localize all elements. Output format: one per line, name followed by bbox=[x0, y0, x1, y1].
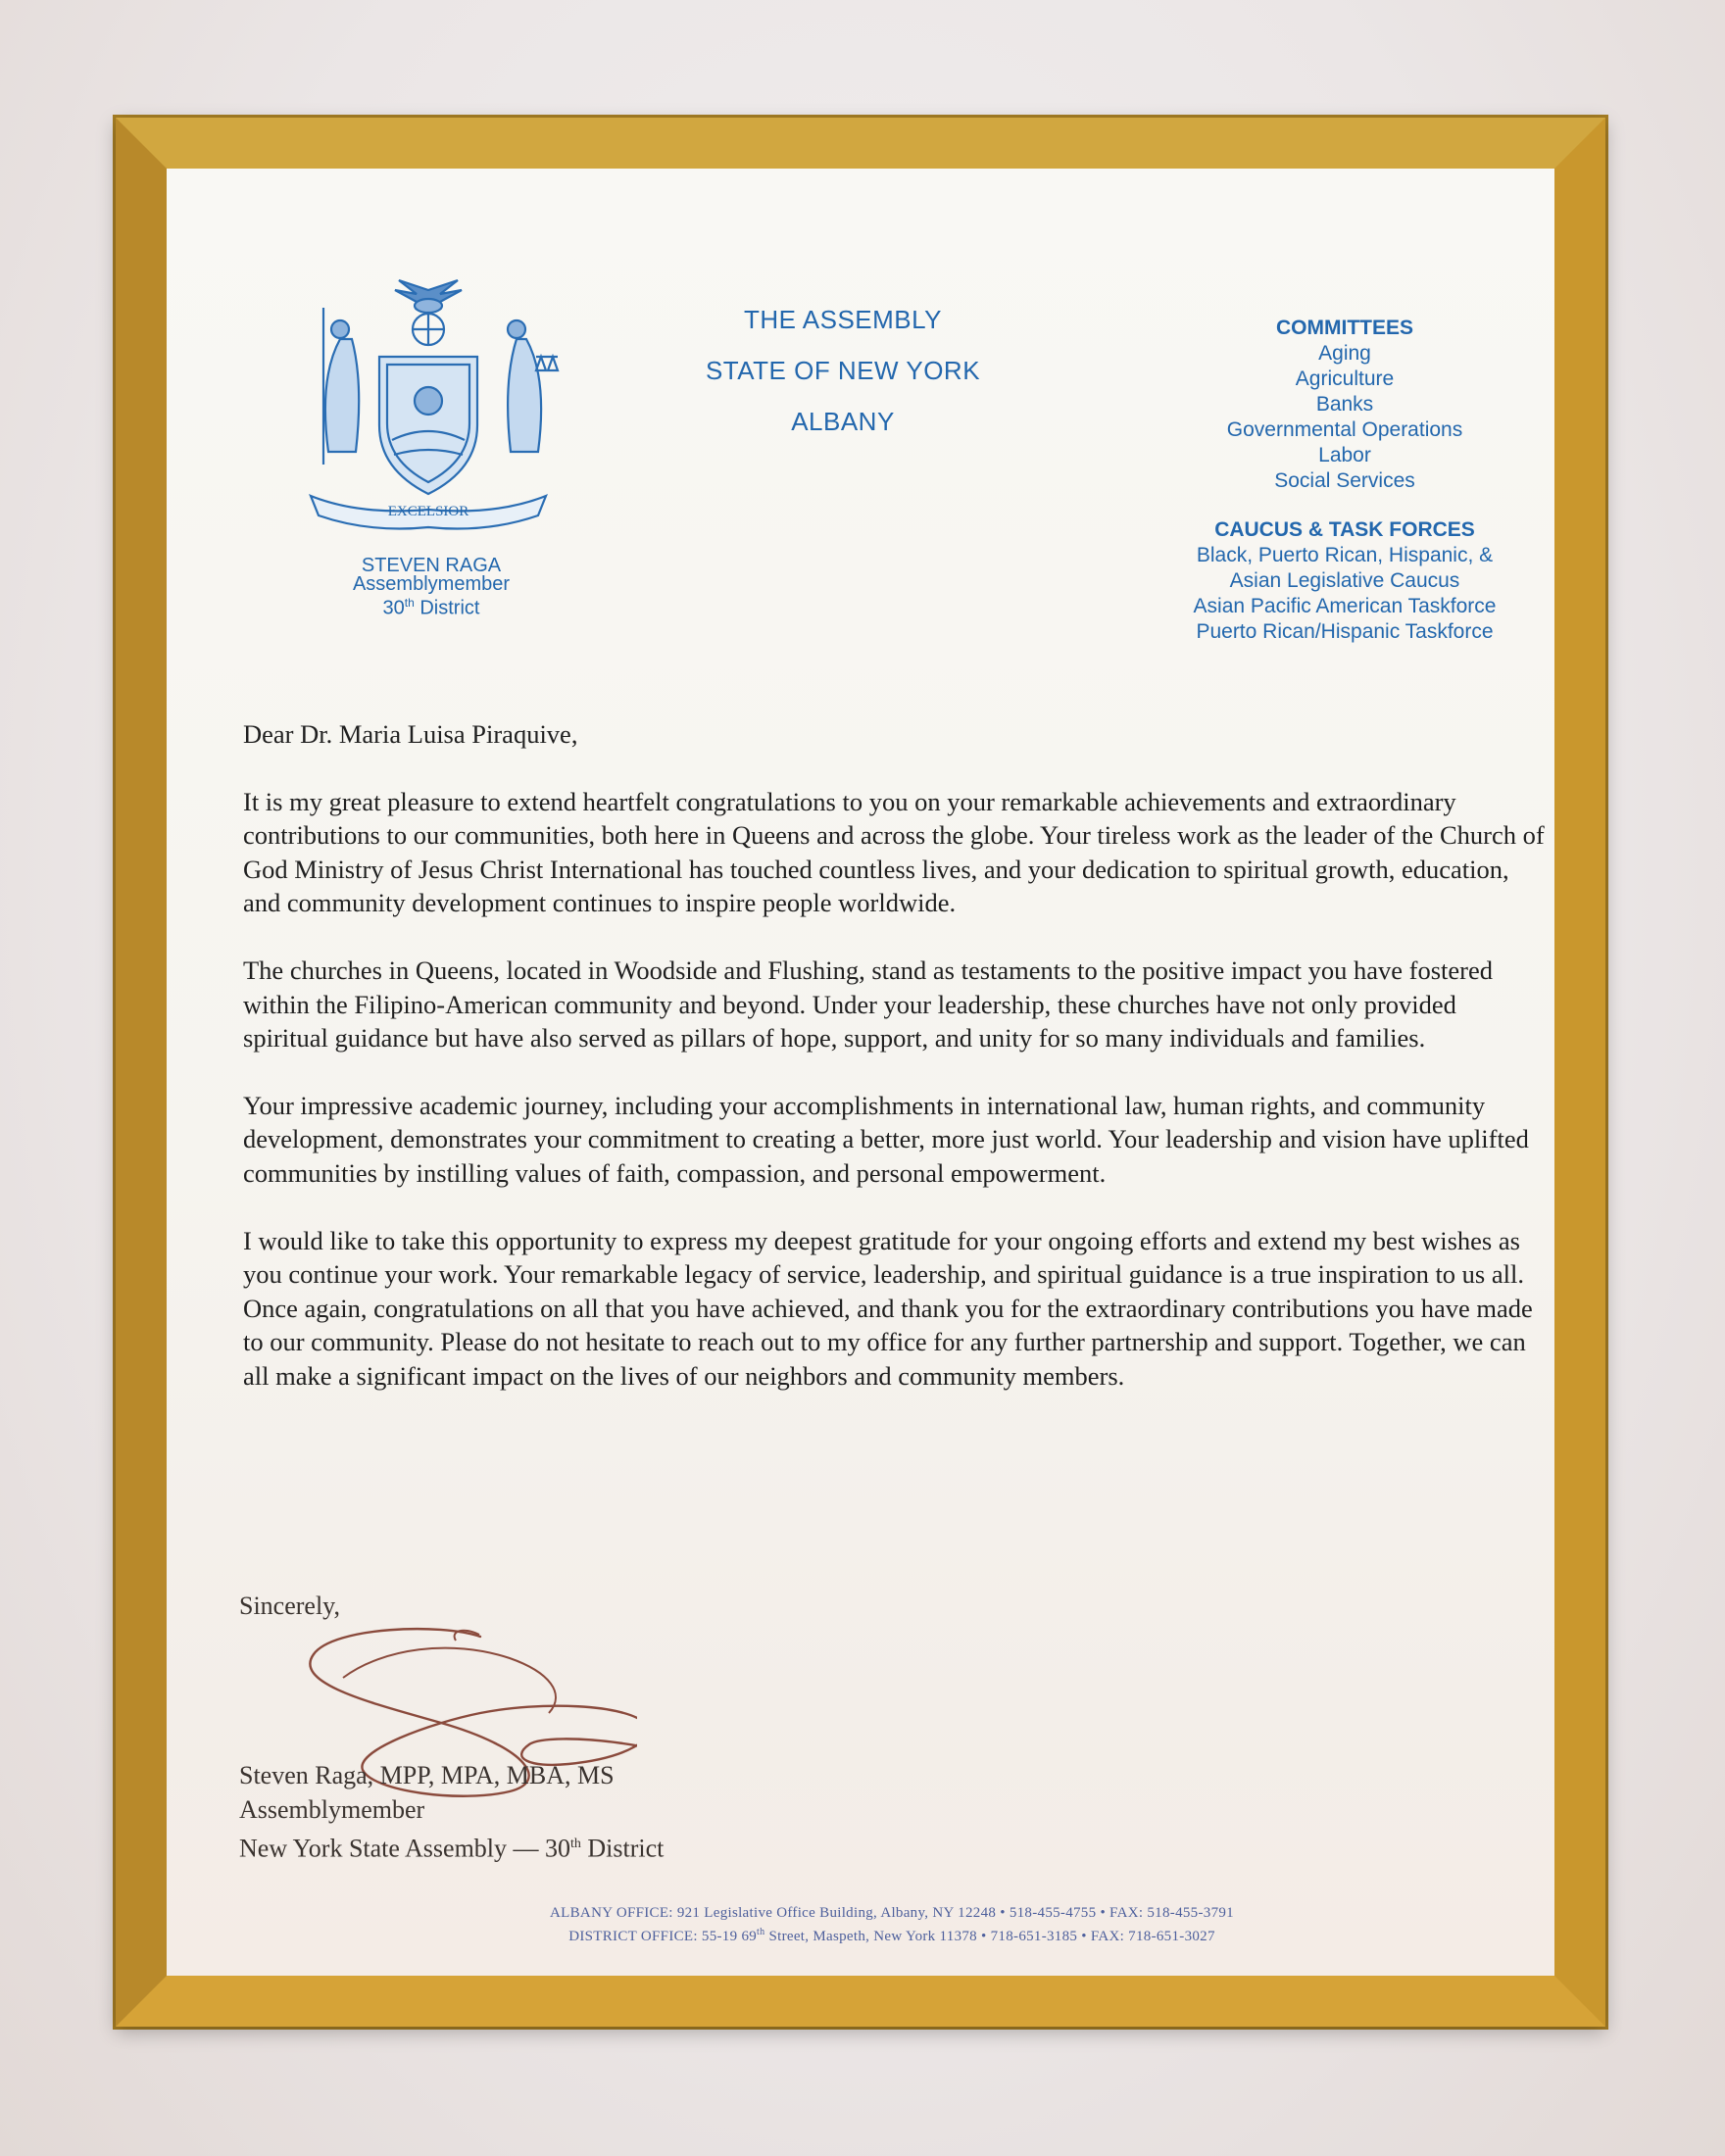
paragraph: I would like to take this opportunity to express my deepest gratitude for your ongoing efforts and extend my best wishes as you continue your work. Your remarkable legacy of service, leadership, and spiritual guidance is a true inspiration to us all. Once again, congratulations on all that you have achieved, and thank you for the extraordinary contributions you have made to our community. Please do not hesitate to reach out to my office for any further partnership and support. Together, we can all make a significant impact on the lives of our neighbors and community members. bbox=[243, 1225, 1533, 1391]
district-office: DISTRICT OFFICE: 55-19 69th Street, Maspeth, New York 11378 • 718-651-3185 • FAX: 718-651-3027 bbox=[568, 1927, 1215, 1944]
caucus-item: Puerto Rican/Hispanic Taskforce bbox=[1196, 620, 1494, 643]
member-heading bbox=[284, 557, 578, 618]
signer-title: Assemblymember bbox=[239, 1795, 425, 1824]
caucus-item: Black, Puerto Rican, Hispanic, & bbox=[1196, 544, 1494, 566]
committee-item: Governmental Operations bbox=[1226, 418, 1463, 441]
signature-block bbox=[239, 1758, 664, 1866]
caucus-item: Asian Legislative Caucus bbox=[1229, 569, 1460, 592]
letter-body bbox=[243, 717, 1547, 1427]
office-footer bbox=[304, 1903, 1480, 1946]
signer-org: New York State Assembly — 30th District bbox=[239, 1834, 665, 1863]
member-name: STEVEN RAGA bbox=[361, 555, 502, 576]
albany-office: ALBANY OFFICE: 921 Legislative Office Building, Albany, NY 12248 • 518-455-4755 • FAX: 518-455-3791 bbox=[550, 1905, 1234, 1921]
committee-item: Agriculture bbox=[1295, 368, 1395, 390]
signer-name: Steven Raga, MPP, MPA, MBA, MS bbox=[239, 1761, 615, 1789]
assembly-line: ALBANY bbox=[791, 407, 895, 436]
committees-heading: COMMITTEES bbox=[1276, 317, 1413, 339]
member-district: 30th District bbox=[382, 596, 480, 619]
caucus-item: Asian Pacific American Taskforce bbox=[1193, 595, 1497, 617]
seal-motto: EXCELSIOR bbox=[387, 504, 469, 519]
salutation: Dear Dr. Maria Luisa Piraquive, bbox=[243, 719, 578, 749]
picture-frame bbox=[116, 118, 1605, 2027]
assembly-line: STATE OF NEW YORK bbox=[705, 356, 981, 385]
committee-item: Labor bbox=[1318, 444, 1371, 466]
committee-item: Aging bbox=[1318, 342, 1371, 365]
assembly-line: THE ASSEMBLY bbox=[743, 305, 943, 334]
letter-page bbox=[167, 169, 1554, 1976]
paragraph: The churches in Queens, located in Woodside and Flushing, stand as testaments to the positive impact you have fostered within the Filipino-American community and beyond. Under your leadership, these churches have not only provided spiritual guidance but have also served as pillars of hope, support, and unity for so many individuals and families. bbox=[243, 955, 1493, 1054]
assembly-heading bbox=[657, 294, 1029, 447]
paragraph: Your impressive academic journey, including your accomplishments in international law, human rights, and community development, demonstrates your commitment to creating a better, more just world. Your leadership and vision have uplifted communities by instilling values of faith, compassion, and personal empowerment. bbox=[243, 1090, 1529, 1188]
committees-block bbox=[1158, 316, 1531, 645]
committee-item: Social Services bbox=[1274, 469, 1415, 492]
new-york-state-seal bbox=[286, 269, 570, 543]
caucus-heading: CAUCUS & TASK FORCES bbox=[1214, 518, 1475, 541]
committee-item: Banks bbox=[1315, 393, 1374, 416]
paragraph: It is my great pleasure to extend heartfelt congratulations to you on your remarkable achievements and extraordinary contributions to our communities, both here in Queens and across the globe. Your tireless work as the leader of the Church of God Ministry of Jesus Christ International has touched countless lives, and your dedication to spiritual growth, education, and community development continues to inspire people worldwide. bbox=[243, 786, 1545, 918]
member-title: Assemblymember bbox=[352, 573, 511, 595]
closing: Sincerely, bbox=[239, 1592, 340, 1620]
